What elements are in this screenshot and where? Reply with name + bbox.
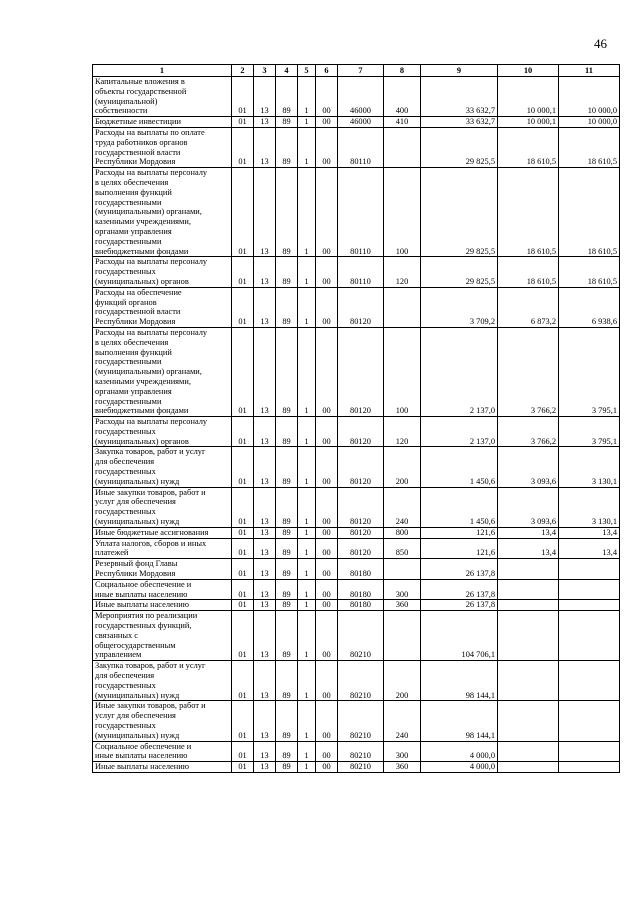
expense-type-code: 360	[384, 762, 421, 773]
amount-year-1: 121,6	[421, 527, 498, 538]
direction-code: 46000	[338, 117, 384, 128]
subprogram-code: 1	[298, 538, 316, 559]
header-row	[93, 65, 620, 77]
expense-type-code: 240	[384, 487, 421, 527]
section-code: 01	[232, 447, 254, 487]
main-event-code: 00	[316, 417, 338, 447]
section-code: 01	[232, 77, 254, 117]
subsection-code: 13	[254, 600, 276, 611]
column-header: 10	[498, 65, 559, 77]
row-name: Бюджетные инвестиции	[93, 117, 232, 128]
expense-type-code: 300	[384, 741, 421, 762]
section-code: 01	[232, 327, 254, 416]
table-row	[93, 762, 620, 773]
amount-year-3: 18 610,5	[559, 257, 620, 287]
direction-code: 80110	[338, 168, 384, 257]
subprogram-code: 1	[298, 447, 316, 487]
main-event-code: 00	[316, 600, 338, 611]
column-header: 11	[559, 65, 620, 77]
expense-type-code	[384, 127, 421, 167]
main-event-code: 00	[316, 701, 338, 741]
expense-type-code: 100	[384, 327, 421, 416]
amount-year-2	[498, 579, 559, 600]
row-name: Расходы на выплаты персоналу государственных (муниципальных) органов	[93, 417, 232, 447]
program-code: 89	[276, 447, 298, 487]
program-code: 89	[276, 168, 298, 257]
table-row	[93, 559, 620, 580]
table-row	[93, 600, 620, 611]
row-name: Иные закупки товаров, работ и услуг для обеспечения государственных (муниципальных) нужд	[93, 701, 232, 741]
expense-type-code: 120	[384, 257, 421, 287]
subprogram-code: 1	[298, 327, 316, 416]
table-row	[93, 117, 620, 128]
subprogram-code: 1	[298, 127, 316, 167]
amount-year-3: 6 938,6	[559, 287, 620, 327]
subprogram-code: 1	[298, 257, 316, 287]
amount-year-2: 18 610,5	[498, 168, 559, 257]
amount-year-3	[559, 762, 620, 773]
row-name: Иные выплаты населению	[93, 762, 232, 773]
subprogram-code: 1	[298, 762, 316, 773]
subsection-code: 13	[254, 77, 276, 117]
table-row	[93, 417, 620, 447]
amount-year-1: 2 137,0	[421, 327, 498, 416]
amount-year-3	[559, 600, 620, 611]
subsection-code: 13	[254, 287, 276, 327]
row-name: Иные выплаты населению	[93, 600, 232, 611]
subsection-code: 13	[254, 559, 276, 580]
amount-year-2	[498, 701, 559, 741]
amount-year-1: 4 000,0	[421, 741, 498, 762]
main-event-code: 00	[316, 257, 338, 287]
row-name: Уплата налогов, сборов и иных платежей	[93, 538, 232, 559]
amount-year-2	[498, 661, 559, 701]
table-row	[93, 661, 620, 701]
direction-code: 80210	[338, 741, 384, 762]
subsection-code: 13	[254, 741, 276, 762]
direction-code: 80210	[338, 701, 384, 741]
direction-code: 80120	[338, 287, 384, 327]
section-code: 01	[232, 417, 254, 447]
amount-year-2: 10 000,1	[498, 117, 559, 128]
amount-year-3: 13,4	[559, 527, 620, 538]
column-header: 9	[421, 65, 498, 77]
section-code: 01	[232, 701, 254, 741]
main-event-code: 00	[316, 741, 338, 762]
main-event-code: 00	[316, 661, 338, 701]
page-number: 46	[594, 36, 607, 51]
table-row	[93, 168, 620, 257]
direction-code: 80120	[338, 417, 384, 447]
main-event-code: 00	[316, 117, 338, 128]
section-code: 01	[232, 579, 254, 600]
expense-type-code: 410	[384, 117, 421, 128]
direction-code: 80120	[338, 538, 384, 559]
section-code: 01	[232, 168, 254, 257]
amount-year-1: 29 825,5	[421, 127, 498, 167]
amount-year-2: 18 610,5	[498, 257, 559, 287]
subprogram-code: 1	[298, 741, 316, 762]
expense-type-code	[384, 611, 421, 661]
amount-year-3	[559, 701, 620, 741]
direction-code: 80210	[338, 661, 384, 701]
budget-table	[92, 64, 620, 773]
direction-code: 80180	[338, 559, 384, 580]
program-code: 89	[276, 579, 298, 600]
main-event-code: 00	[316, 762, 338, 773]
subprogram-code: 1	[298, 701, 316, 741]
main-event-code: 00	[316, 127, 338, 167]
program-code: 89	[276, 527, 298, 538]
direction-code: 80120	[338, 527, 384, 538]
program-code: 89	[276, 117, 298, 128]
amount-year-1: 104 706,1	[421, 611, 498, 661]
subsection-code: 13	[254, 447, 276, 487]
table-row	[93, 701, 620, 741]
section-code: 01	[232, 538, 254, 559]
subprogram-code: 1	[298, 287, 316, 327]
row-name: Расходы на выплаты персоналу в целях обеспечения выполнения функций государственными (муниципальными) органами, казенными учреждениями, органами управления государственными внебюджетными фондами	[93, 168, 232, 257]
section-code: 01	[232, 287, 254, 327]
table-body	[93, 77, 620, 773]
subprogram-code: 1	[298, 600, 316, 611]
program-code: 89	[276, 287, 298, 327]
expense-type-code: 800	[384, 527, 421, 538]
direction-code: 80180	[338, 579, 384, 600]
program-code: 89	[276, 611, 298, 661]
subsection-code: 13	[254, 168, 276, 257]
program-code: 89	[276, 762, 298, 773]
amount-year-1: 2 137,0	[421, 417, 498, 447]
amount-year-1: 33 632,7	[421, 117, 498, 128]
section-code: 01	[232, 611, 254, 661]
program-code: 89	[276, 127, 298, 167]
table-row	[93, 487, 620, 527]
section-code: 01	[232, 117, 254, 128]
row-name: Мероприятия по реализации государственных функций, связанных с общегосударственным управлением	[93, 611, 232, 661]
amount-year-2: 13,4	[498, 538, 559, 559]
amount-year-3: 10 000,0	[559, 77, 620, 117]
amount-year-1: 29 825,5	[421, 257, 498, 287]
direction-code: 80120	[338, 447, 384, 487]
program-code: 89	[276, 600, 298, 611]
amount-year-3	[559, 559, 620, 580]
subprogram-code: 1	[298, 117, 316, 128]
amount-year-1: 121,6	[421, 538, 498, 559]
column-header: 3	[254, 65, 276, 77]
amount-year-3: 10 000,0	[559, 117, 620, 128]
direction-code: 80120	[338, 327, 384, 416]
table-row	[93, 77, 620, 117]
amount-year-1: 4 000,0	[421, 762, 498, 773]
program-code: 89	[276, 741, 298, 762]
subsection-code: 13	[254, 538, 276, 559]
row-name: Расходы на выплаты персоналу государственных (муниципальных) органов	[93, 257, 232, 287]
amount-year-3	[559, 661, 620, 701]
row-name: Закупка товаров, работ и услуг для обеспечения государственных (муниципальных) нужд	[93, 447, 232, 487]
subsection-code: 13	[254, 327, 276, 416]
table-row	[93, 327, 620, 416]
main-event-code: 00	[316, 447, 338, 487]
main-event-code: 00	[316, 559, 338, 580]
main-event-code: 00	[316, 287, 338, 327]
program-code: 89	[276, 417, 298, 447]
amount-year-3: 3 795,1	[559, 417, 620, 447]
expense-type-code: 200	[384, 447, 421, 487]
section-code: 01	[232, 762, 254, 773]
expense-type-code: 240	[384, 701, 421, 741]
subprogram-code: 1	[298, 527, 316, 538]
row-name: Социальное обеспечение и иные выплаты населению	[93, 741, 232, 762]
amount-year-2: 10 000,1	[498, 77, 559, 117]
program-code: 89	[276, 559, 298, 580]
amount-year-3: 18 610,5	[559, 168, 620, 257]
subsection-code: 13	[254, 127, 276, 167]
main-event-code: 00	[316, 579, 338, 600]
amount-year-1: 33 632,7	[421, 77, 498, 117]
main-event-code: 00	[316, 77, 338, 117]
amount-year-2: 6 873,2	[498, 287, 559, 327]
amount-year-3: 3 130,1	[559, 487, 620, 527]
direction-code: 80110	[338, 127, 384, 167]
section-code: 01	[232, 527, 254, 538]
column-header: 2	[232, 65, 254, 77]
subprogram-code: 1	[298, 168, 316, 257]
program-code: 89	[276, 701, 298, 741]
amount-year-1: 26 137,8	[421, 600, 498, 611]
row-name: Расходы на выплаты по оплате труда работников органов государственной власти Республики Мордовия	[93, 127, 232, 167]
amount-year-3	[559, 611, 620, 661]
subprogram-code: 1	[298, 417, 316, 447]
table-row	[93, 127, 620, 167]
expense-type-code: 400	[384, 77, 421, 117]
section-code: 01	[232, 661, 254, 701]
expense-type-code	[384, 287, 421, 327]
table-row	[93, 257, 620, 287]
program-code: 89	[276, 538, 298, 559]
amount-year-2	[498, 611, 559, 661]
program-code: 89	[276, 257, 298, 287]
expense-type-code: 850	[384, 538, 421, 559]
subsection-code: 13	[254, 417, 276, 447]
expense-type-code: 120	[384, 417, 421, 447]
subprogram-code: 1	[298, 487, 316, 527]
program-code: 89	[276, 327, 298, 416]
direction-code: 46000	[338, 77, 384, 117]
table-row	[93, 538, 620, 559]
subsection-code: 13	[254, 527, 276, 538]
amount-year-2	[498, 741, 559, 762]
direction-code: 80210	[338, 611, 384, 661]
amount-year-2: 3 766,2	[498, 327, 559, 416]
amount-year-2: 3 093,6	[498, 447, 559, 487]
main-event-code: 00	[316, 611, 338, 661]
amount-year-1: 26 137,8	[421, 559, 498, 580]
direction-code: 80210	[338, 762, 384, 773]
row-name: Иные бюджетные ассигнования	[93, 527, 232, 538]
amount-year-1: 98 144,1	[421, 661, 498, 701]
row-name: Закупка товаров, работ и услуг для обеспечения государственных (муниципальных) нужд	[93, 661, 232, 701]
amount-year-3	[559, 741, 620, 762]
table-row	[93, 447, 620, 487]
expense-type-code	[384, 559, 421, 580]
expense-type-code: 360	[384, 600, 421, 611]
row-name: Расходы на выплаты персоналу в целях обеспечения выполнения функций государственными (муниципальными) органами, казенными учреждениями, органами управления государственными внебюджетными фондами	[93, 327, 232, 416]
section-code: 01	[232, 487, 254, 527]
section-code: 01	[232, 741, 254, 762]
main-event-code: 00	[316, 327, 338, 416]
row-name: Иные закупки товаров, работ и услуг для обеспечения государственных (муниципальных) нужд	[93, 487, 232, 527]
column-header: 8	[384, 65, 421, 77]
row-name: Социальное обеспечение и иные выплаты населению	[93, 579, 232, 600]
section-code: 01	[232, 127, 254, 167]
amount-year-2: 18 610,5	[498, 127, 559, 167]
amount-year-2	[498, 600, 559, 611]
amount-year-2: 3 093,6	[498, 487, 559, 527]
column-header: 6	[316, 65, 338, 77]
section-code: 01	[232, 600, 254, 611]
subsection-code: 13	[254, 701, 276, 741]
main-event-code: 00	[316, 168, 338, 257]
section-code: 01	[232, 559, 254, 580]
subsection-code: 13	[254, 611, 276, 661]
row-name: Расходы на обеспечение функций органов государственной власти Республики Мордовия	[93, 287, 232, 327]
column-header: 4	[276, 65, 298, 77]
amount-year-1: 98 144,1	[421, 701, 498, 741]
amount-year-2	[498, 762, 559, 773]
amount-year-2: 13,4	[498, 527, 559, 538]
table-row	[93, 611, 620, 661]
amount-year-1: 1 450,6	[421, 487, 498, 527]
amount-year-1: 29 825,5	[421, 168, 498, 257]
program-code: 89	[276, 77, 298, 117]
table-row	[93, 579, 620, 600]
direction-code: 80120	[338, 487, 384, 527]
row-name: Капитальные вложения в объекты государственной (муниципальной) собственности	[93, 77, 232, 117]
subprogram-code: 1	[298, 611, 316, 661]
amount-year-3: 3 795,1	[559, 327, 620, 416]
subsection-code: 13	[254, 117, 276, 128]
amount-year-3: 18 610,5	[559, 127, 620, 167]
amount-year-3: 3 130,1	[559, 447, 620, 487]
direction-code: 80110	[338, 257, 384, 287]
direction-code: 80180	[338, 600, 384, 611]
program-code: 89	[276, 487, 298, 527]
subsection-code: 13	[254, 762, 276, 773]
subprogram-code: 1	[298, 559, 316, 580]
amount-year-2: 3 766,2	[498, 417, 559, 447]
amount-year-1: 1 450,6	[421, 447, 498, 487]
subsection-code: 13	[254, 487, 276, 527]
amount-year-3	[559, 579, 620, 600]
main-event-code: 00	[316, 527, 338, 538]
amount-year-3: 13,4	[559, 538, 620, 559]
program-code: 89	[276, 661, 298, 701]
table-row	[93, 741, 620, 762]
subprogram-code: 1	[298, 661, 316, 701]
subprogram-code: 1	[298, 579, 316, 600]
table-row	[93, 527, 620, 538]
column-header: 1	[93, 65, 232, 77]
section-code: 01	[232, 257, 254, 287]
subsection-code: 13	[254, 579, 276, 600]
expense-type-code: 100	[384, 168, 421, 257]
subsection-code: 13	[254, 661, 276, 701]
subprogram-code: 1	[298, 77, 316, 117]
expense-type-code: 200	[384, 661, 421, 701]
amount-year-2	[498, 559, 559, 580]
expense-type-code: 300	[384, 579, 421, 600]
main-event-code: 00	[316, 487, 338, 527]
column-header: 5	[298, 65, 316, 77]
amount-year-1: 3 709,2	[421, 287, 498, 327]
column-header: 7	[338, 65, 384, 77]
row-name: Резервный фонд Главы Республики Мордовия	[93, 559, 232, 580]
subsection-code: 13	[254, 257, 276, 287]
table-row	[93, 287, 620, 327]
main-event-code: 00	[316, 538, 338, 559]
amount-year-1: 26 137,8	[421, 579, 498, 600]
